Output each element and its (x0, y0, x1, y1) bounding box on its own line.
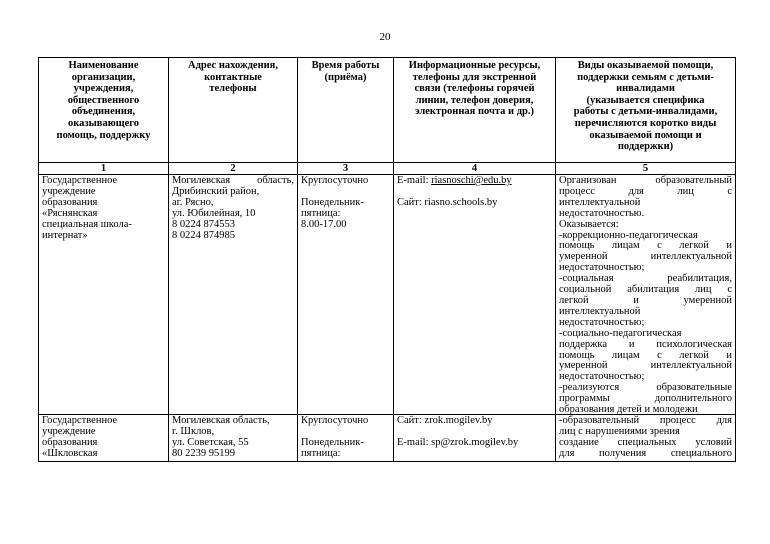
header-line: инвалидами (616, 83, 675, 95)
text-line: Организован образовательный (559, 175, 732, 186)
header-line: организации, (71, 71, 136, 83)
column-number-3: 3 (298, 163, 394, 175)
row-2-address-cell (169, 415, 298, 462)
text-line: -реализуются образовательные (559, 382, 732, 394)
text-line: легкой и умеренной (559, 294, 732, 306)
text-line: недостаточностью. (559, 207, 645, 219)
text-line: специальная школа- (42, 218, 132, 230)
text-line: Дрибинский район, (172, 185, 260, 197)
header-line: электронная почта и др.) (414, 106, 535, 118)
text-line: помощь лицам с легкой и (559, 240, 732, 252)
text-line: Сайт: zrok.mogilev.by (397, 415, 493, 426)
text-line: -образовательный процесс для (559, 415, 732, 426)
text-line: 8 0224 874985 (172, 229, 235, 241)
email-label: E-mail: (397, 175, 432, 186)
text-line: умеренной интеллектуальной (559, 251, 732, 263)
header-line: линии, телефон доверия, (415, 94, 534, 106)
text-line: Могилевская область, (172, 175, 294, 186)
header-line: общественного (67, 94, 140, 106)
text-line: Государственное (42, 415, 118, 426)
text-line: аг. Рясно, (172, 196, 214, 208)
row-2-organization-cell (39, 415, 169, 462)
text-line: умеренной интеллектуальной (559, 360, 732, 372)
header-line: оказываемой помощи и (589, 129, 702, 141)
text-line: Круглосуточно (301, 175, 369, 186)
header-line: телефоны для экстренной (412, 71, 537, 83)
header-line: телефоны (209, 83, 257, 95)
text-line: E-mail: sp@zrok.mogilev.by (397, 436, 519, 448)
text-line: Понедельник- (301, 436, 364, 448)
header-line: Адрес нахождения, (188, 60, 278, 71)
text-line: -социально-педагогическая (559, 327, 682, 339)
header-line: поддержки) (617, 141, 674, 153)
text-line: образования детей и молодежи (559, 404, 698, 415)
text-line: для получения специального (559, 447, 732, 459)
header-line: поддержки семьям с детьми- (577, 71, 714, 83)
header-line: перечисляются коротко виды (574, 117, 717, 129)
row-1-work-hours-cell (298, 175, 394, 415)
text-line: Круглосуточно (301, 415, 369, 426)
header-cell-help-types (556, 58, 736, 163)
page-number: 20 (379, 31, 391, 43)
header-line: Виды оказываемой помощи, (577, 60, 714, 71)
text-line: «Шкловская (42, 447, 98, 459)
text-line: помощь лицам с легкой и (559, 349, 732, 361)
text-line: -социальная реабилитация, (559, 273, 732, 285)
text-line: пятница: (301, 207, 341, 219)
header-line: помощь, поддержку (56, 129, 151, 141)
column-number-2: 2 (169, 163, 298, 175)
text-line: Могилевская область, (172, 415, 270, 426)
text-line: Понедельник- (301, 196, 364, 208)
text-line: процесс для лиц с (559, 185, 732, 197)
text-line: недостаточностью; (559, 262, 645, 274)
header-line: контактные (204, 71, 262, 83)
header-line: Время работы (311, 60, 380, 71)
column-number-5: 5 (556, 163, 736, 175)
text-line: интернат» (42, 229, 88, 241)
text-line: Государственное (42, 175, 118, 186)
text-line: учреждение (42, 185, 96, 197)
header-cell-info-resources (394, 58, 556, 163)
text-line: недостаточностью; (559, 371, 645, 383)
text-line: образования (42, 196, 98, 208)
header-line: Информационные ресурсы, (408, 60, 541, 71)
text-line: 8.00-17.00 (301, 218, 347, 230)
text-line: интеллектуальной (559, 305, 641, 317)
table (38, 57, 736, 462)
text-line: лиц с нарушениями зрения (559, 425, 680, 437)
text-line: Оказывается: (559, 218, 619, 230)
text-line: недостаточностью; (559, 316, 645, 328)
column-number-4: 4 (394, 163, 556, 175)
header-line: Наименование (68, 60, 139, 71)
header-line: (указывается специфика (586, 94, 705, 106)
email-line (397, 176, 552, 187)
row-2-info-resources-cell (394, 415, 556, 462)
header-line: связи (телефоны горячей (414, 83, 535, 95)
header-cell-address (169, 58, 298, 163)
text-line: -коррекционно-педагогическая (559, 229, 698, 241)
text-line: г. Шклов, (172, 425, 215, 437)
row-1-help-types-cell (556, 175, 736, 415)
text-line: создание специальных условий (559, 436, 732, 448)
text-line: ул. Советская, 55 (172, 436, 249, 448)
header-cell-organization (39, 58, 169, 163)
text-line: 80 2239 95199 (172, 447, 235, 459)
text-line: образования (42, 436, 98, 448)
header-line: (приёма) (324, 71, 367, 83)
text-line: ул. Юбилейная, 10 (172, 207, 256, 219)
header-line: оказывающего (67, 117, 140, 129)
text-line: «Ряснянская (42, 207, 98, 219)
row-2-help-types-cell (556, 415, 736, 462)
row-1-address-cell (169, 175, 298, 415)
row-1-organization-cell (39, 175, 169, 415)
column-number-1: 1 (39, 163, 169, 175)
header-line: работы с детьми-инвалидами, (573, 106, 718, 118)
header-cell-work-hours (298, 58, 394, 163)
text-line: программы дополнительного (559, 393, 732, 405)
header-line: объединения, (71, 106, 136, 118)
text-line: Сайт: riasno.schools.by (397, 196, 498, 208)
row-1-info-resources-cell (394, 175, 556, 415)
header-line: учреждения, (73, 83, 134, 95)
blank-line (559, 460, 732, 462)
text-line: поддержка и психологическая (559, 338, 732, 350)
row-2-work-hours-cell (298, 415, 394, 462)
text-line: интеллектуальной (559, 196, 641, 208)
text-line: пятница: (301, 447, 341, 459)
text-line: социальной абилитация лиц с (559, 284, 732, 296)
email-link[interactable]: riasnoschi@edu.by (431, 175, 512, 186)
text-line: учреждение (42, 425, 96, 437)
text-line: 8 0224 874553 (172, 218, 235, 230)
